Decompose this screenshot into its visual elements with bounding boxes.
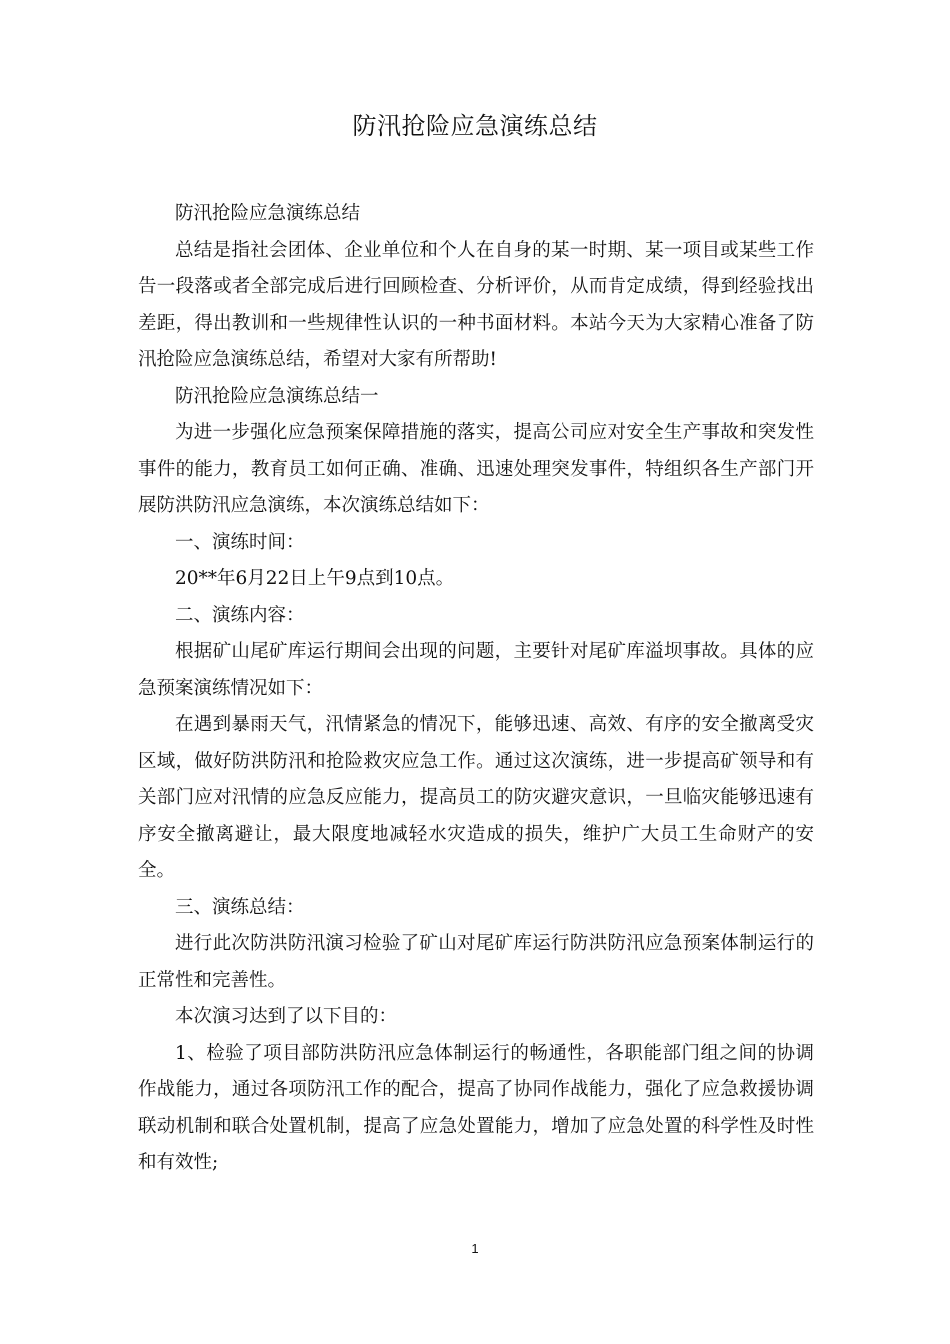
paragraph-summary: 进行此次防洪防汛演习检验了矿山对尾矿库运行防洪防汛应急预案体制运行的正常性和完善性。	[138, 933, 814, 991]
paragraph-content: 根据矿山尾矿库运行期间会出现的问题，主要针对尾矿库溢坝事故。具体的应急预案演练情况如下：	[138, 641, 814, 699]
paragraph-goals: 本次演习达到了以下目的：	[175, 1006, 398, 1027]
page-number: 1	[471, 1241, 479, 1256]
paragraph-summary-heading: 三、演练总结：	[175, 896, 305, 918]
paragraph-content-detail: 在遇到暴雨天气，汛情紧急的情况下，能够迅速、高效、有序的安全撤离受灾区域，做好防洪防汛和抢险救灾应急工作。通过这次演练，进一步提高矿领导和有关部门应对汛情的应急反应能力，提高员工的防灾避灾意识，一旦临灾能够迅速有序安全撤离避让，最大限度地减轻水灾造成的损失，维护广大员工生命财产的安全。	[138, 714, 814, 881]
paragraph-heading: 防汛抢险应急演练总结	[175, 203, 361, 224]
paragraph-goal-1: 1、检验了项目部防洪防汛应急体制运行的畅通性，各职能部门组之间的协调作战能力，通过各项防汛工作的配合，提高了协同作战能力，强化了应急救援协调联动机制和联合处置机制，提高了应急处置能力，增加了应急处置的科学性及时性和有效性;	[138, 1042, 814, 1173]
document-title: 防汛抢险应急演练总结	[352, 112, 598, 140]
paragraph-time: 20**年6月22日上午9点到10点。	[175, 568, 455, 589]
paragraph-intro: 总结是指社会团体、企业单位和个人在自身的某一时期、某一项目或某些工作告一段落或者全部完成后进行回顾检查、分析评价，从而肯定成绩，得到经验找出差距，得出教训和一些规律性认识的一种书面材料。本站今天为大家精心准备了防汛抢险应急演练总结，希望对大家有所帮助!	[138, 239, 814, 370]
paragraph-content-heading: 二、演练内容：	[175, 604, 305, 626]
paragraph-time-heading: 一、演练时间：	[175, 531, 305, 553]
paragraph-section-title: 防汛抢险应急演练总结一	[175, 385, 379, 407]
document-body	[138, 196, 814, 1182]
paragraph-purpose: 为进一步强化应急预案保障措施的落实，提高公司应对安全生产事故和突发性事件的能力，教育员工如何正确、准确、迅速处理突发事件，特组织各生产部门开展防洪防汛应急演练，本次演练总结如下：	[138, 422, 814, 516]
